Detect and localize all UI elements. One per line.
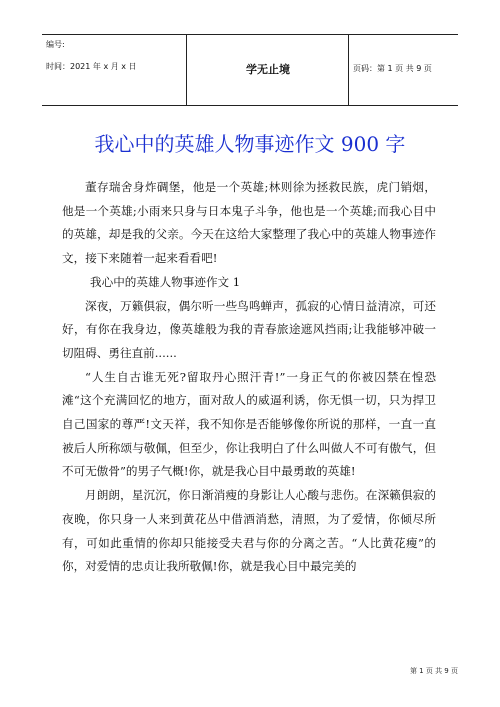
time-label: 时间：2021 年 x 月 x 日 [46,62,137,71]
paragraph: 深夜，万籁俱寂，偶尔听一些鸟鸣蝉声，孤寂的心情日益清凉，可还好，有你在我身边，像英雄般为我的青春旅途遮风挡雨;让我能够冲破一切阻碍、勇往直前...... [62,298,436,360]
page-info: 页码：第 1 页 共 9 页 [353,64,432,73]
article-body [62,176,436,579]
paragraph: “人生自古谁无死?留取丹心照汗青!”一身正气的你被囚禁在惶恐滩“这个充满回忆的地方，面对敌人的威逼利诱，你无惧一切，只为捍卫自己国家的尊严!文天祥，我不知你是否能够像你所说的那样，一直一直被后人所称颂与敬佩，但至少，你让我明白了什么叫做人不可有傲气，但不可无傲骨”的男子气概!你，就是我心目中最勇敢的英雄! [62,369,436,479]
document-header [42,34,458,106]
page-title: 我心中的英雄人物事迹作文 900 字 [94,132,406,156]
section-heading: 我心中的英雄人物事迹作文 1 [90,274,241,289]
paragraph: 月朗朗，星沉沉，你日渐消瘦的身影让人心酸与悲伤。在深籁俱寂的夜晚，你只身一人来到黄花丛中借酒消愁，清照，为了爱情，你倾尽所有，可如此重情的你却只能接受夫君与你的分离之苦。“人比黄花瘦”的你，对爱情的忠贞让我所敬佩!你，就是我心目中最完美的 [62,488,436,574]
page-footer: 第 1 页 共 9 页 [409,667,458,675]
number-label: 编号: [46,40,65,49]
header-center-title: 学无止境 [246,63,290,76]
header-divider [348,35,349,105]
header-divider [186,35,187,105]
paragraph: 董存瑞舍身炸碉堡，他是一个英雄;林则徐为拯救民族，虎门销烟，他是一个英雄;小雨来只身与日本鬼子斗争，他也是一个英雄;而我心目中的英雄，却是我的父亲。今天在这给大家整理了我心中的英雄人物事迹作文，接下来随着一起来看看吧! [62,180,436,266]
header-left-cell [46,35,186,105]
